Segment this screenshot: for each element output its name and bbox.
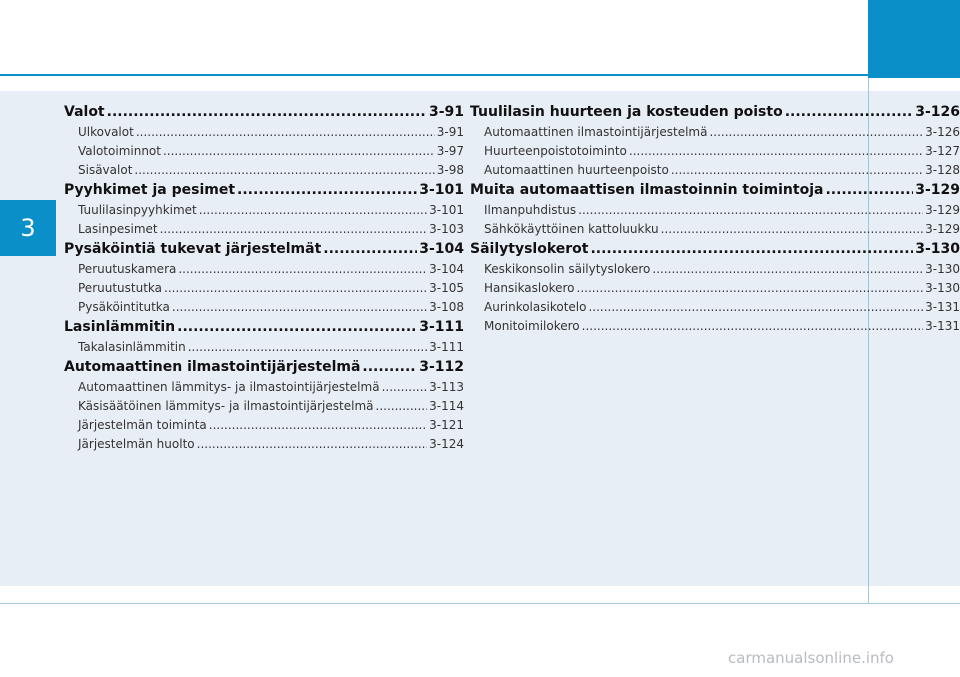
toc-entry[interactable] [64,125,464,144]
chapter-number: 3 [20,214,36,242]
dot-leader [188,340,427,354]
header-rule [0,74,868,76]
toc-entry-page: 3-104 [429,262,464,276]
toc-entry-title: Peruutustutka [78,281,163,295]
toc-entry[interactable] [470,222,960,241]
toc-entry[interactable] [64,281,464,300]
dot-leader [671,163,923,177]
toc-entry-page: 3-130 [925,281,960,295]
dot-leader [178,262,427,276]
toc-entry-title: Huurteenpoistotoiminto [484,144,627,158]
toc-entry-title: Käsisäätöinen lämmitys- ja ilmastointijärjestelmä [78,399,374,413]
dot-leader [163,144,435,158]
toc-heading[interactable] [470,241,960,262]
toc-entry-title: Tuulilasinpyyhkimet [78,203,197,217]
dot-leader [362,359,417,375]
dot-leader [588,300,923,314]
watermark: carmanualsonline.info [728,649,894,667]
dot-leader [709,125,923,139]
toc-entry[interactable] [64,163,464,182]
toc-entry-title: Monitoimilokero [484,319,580,333]
dot-leader [578,203,923,217]
toc-entry-page: 3-91 [428,104,464,120]
toc-entry[interactable] [64,203,464,222]
toc-entry[interactable] [470,281,960,300]
toc-heading[interactable] [64,182,464,203]
dot-leader [652,262,923,276]
toc-heading[interactable] [64,241,464,262]
footer-rule [0,603,960,604]
dot-leader [237,182,417,198]
toc-heading[interactable] [470,182,960,203]
toc-entry-page: 3-103 [429,222,464,236]
toc-entry[interactable] [64,418,464,437]
toc-heading[interactable] [470,104,960,125]
dot-leader [136,125,435,139]
chapter-tab [0,200,56,256]
toc-entry-title: Takalasinlämmitin [78,340,186,354]
dot-leader [160,222,428,236]
toc-entry-page: 3-131 [925,319,960,333]
toc-entry-title: Automaattinen lämmitys- ja ilmastointijärjestelmä [78,380,380,394]
toc-entry-page: 3-98 [436,163,464,177]
toc-entry-title: Ilmanpuhdistus [484,203,577,217]
toc-entry-title: Keskikonsolin säilytyslokero [484,262,651,276]
toc-entry-page: 3-127 [925,144,960,158]
toc-entry-page: 3-129 [915,182,960,198]
toc-entry-title: Peruutuskamera [78,262,177,276]
toc-entry-page: 3-114 [429,399,464,413]
toc-entry[interactable] [470,300,960,319]
corner-block [868,0,960,78]
toc-entry-title: Sisävalot [78,163,133,177]
toc-entry[interactable] [470,319,960,338]
dot-leader [582,319,923,333]
toc-entry-title: Säilytyslokerot [470,241,589,257]
toc-entry-page: 3-111 [429,340,464,354]
dot-leader [629,144,923,158]
page-header [0,0,960,78]
toc-entry-page: 3-130 [925,262,960,276]
toc-entry-page: 3-129 [925,222,960,236]
dot-leader [825,182,913,198]
toc-entry-page: 3-129 [925,203,960,217]
toc-entry[interactable] [470,262,960,281]
toc-entry-page: 3-121 [429,418,464,432]
toc-entry-title: Ulkovalot [78,125,134,139]
toc-entry-page: 3-131 [925,300,960,314]
toc-entry-title: Sähkökäyttöinen kattoluukku [484,222,659,236]
toc-entry-page: 3-101 [429,203,464,217]
toc-entry-title: Aurinkolasikotelo [484,300,587,314]
dot-leader [134,163,434,177]
toc-entry-title: Automaattinen ilmastointijärjestelmä [64,359,361,375]
dot-leader [172,300,427,314]
toc-entry-page: 3-101 [419,182,464,198]
dot-leader [164,281,427,295]
toc-entry[interactable] [470,144,960,163]
toc-entry-title: Automaattinen huurteenpoisto [484,163,669,177]
dot-leader [209,418,427,432]
toc-entry-page: 3-97 [436,144,464,158]
toc-entry-page: 3-130 [915,241,960,257]
toc-entry-title: Hansikaslokero [484,281,575,295]
dot-leader [376,399,428,413]
toc-entry-title: Pysäköintitutka [78,300,170,314]
toc-entry[interactable] [64,340,464,359]
toc-entry[interactable] [470,163,960,182]
toc-heading[interactable] [64,104,464,125]
dot-leader [197,437,428,451]
toc-entry-title: Valotoiminnot [78,144,161,158]
toc-entry[interactable] [470,125,960,144]
toc-entry-page: 3-113 [429,380,464,394]
toc-entry-page: 3-112 [419,359,464,375]
toc-entry-page: 3-104 [419,241,464,257]
dot-leader [199,203,427,217]
toc-entry-page: 3-128 [925,163,960,177]
toc-heading[interactable] [64,319,464,340]
toc-column-left [64,104,464,456]
toc-entry[interactable] [64,222,464,241]
dot-leader [323,241,417,257]
toc-entry-page: 3-124 [429,437,464,451]
toc-entry[interactable] [64,380,464,399]
dot-leader [785,104,914,120]
dot-leader [661,222,923,236]
toc-entry-page: 3-105 [429,281,464,295]
toc-entry-page: 3-111 [419,319,464,335]
toc-entry-title: Automaattinen ilmastointijärjestelmä [484,125,708,139]
toc-entry[interactable] [64,144,464,163]
toc-entry-title: Lasinlämmitin [64,319,176,335]
dot-leader [382,380,428,394]
toc-entry-title: Tuulilasin huurteen ja kosteuden poisto [470,104,783,120]
toc-entry-title: Lasinpesimet [78,222,158,236]
toc-entry-page: 3-126 [915,104,960,120]
toc-column-right [470,104,960,338]
toc-entry[interactable] [64,262,464,281]
toc-entry-title: Pyyhkimet ja pesimet [64,182,236,198]
toc-entry[interactable] [64,437,464,456]
toc-entry[interactable] [64,300,464,319]
toc-entry-page: 3-108 [429,300,464,314]
toc-entry-title: Valot [64,104,105,120]
dot-leader [107,104,427,120]
dot-leader [177,319,417,335]
toc-entry[interactable] [64,399,464,418]
toc-entry-title: Muita automaattisen ilmastoinnin toimintoja [470,182,824,198]
toc-entry-title: Järjestelmän huolto [78,437,195,451]
toc-entry-page: 3-91 [436,125,464,139]
dot-leader [577,281,924,295]
toc-entry-title: Järjestelmän toiminta [78,418,207,432]
toc-entry-page: 3-126 [925,125,960,139]
dot-leader [590,241,913,257]
toc-entry[interactable] [470,203,960,222]
toc-entry-title: Pysäköintiä tukevat järjestelmät [64,241,322,257]
toc-heading[interactable] [64,359,464,380]
